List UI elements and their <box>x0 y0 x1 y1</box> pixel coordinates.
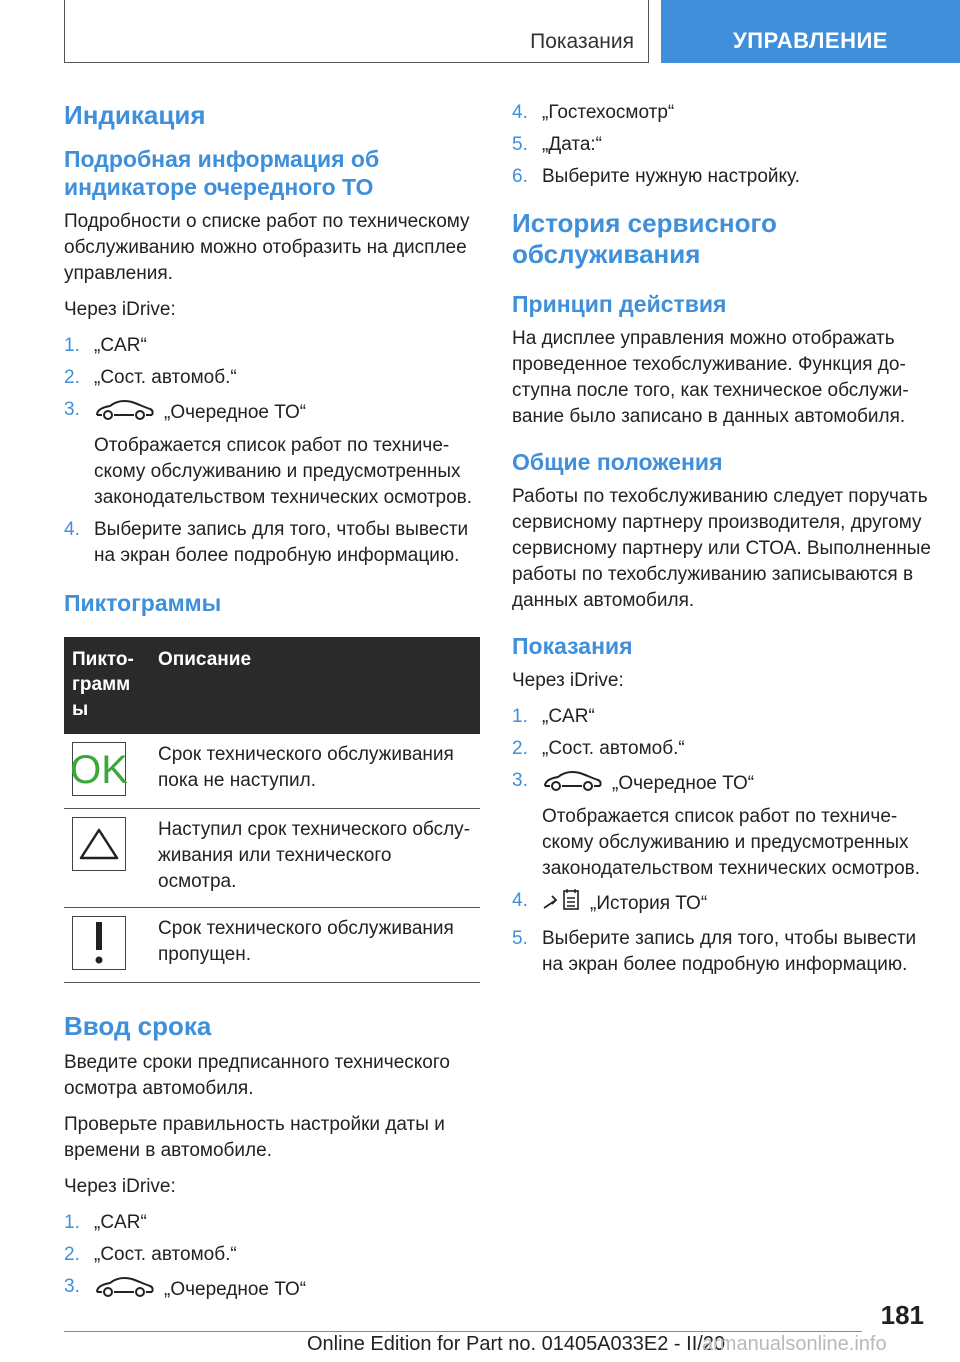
chapter-tab <box>661 0 960 63</box>
via-idrive-1: Через iDrive: <box>64 299 176 320</box>
list-item: 2. „Сост. автомоб.“ <box>64 1244 237 1265</box>
right-column <box>512 100 932 992</box>
paragraph-principle: На дисплее управления можно отображать проведенное техобслуживание. Функция доступна после того, как техническое обслуживание было записано в данных автомобиля. <box>512 328 909 427</box>
ok-icon <box>72 742 126 796</box>
table-row: OK Срок технического обслуживания пока не наступил. <box>64 734 480 809</box>
section-label: Показания <box>530 30 634 53</box>
list-item: 4. „Гостехосмотр“ <box>512 102 675 123</box>
heading-date: Ввод срока <box>64 1011 212 1041</box>
footer-edition: Online Edition for Part no. 01405A033E2 - II/20 <box>307 1333 726 1355</box>
footer-watermark: armanualsonline.info <box>702 1333 887 1355</box>
list-item: 2. „Сост. автомоб.“ <box>64 367 237 388</box>
heading-principle: Принцип действия <box>512 291 727 317</box>
heading-general: Общие положения <box>512 449 723 475</box>
table-row: Срок технического обслуживания пропущен. <box>64 908 480 983</box>
pictogram-table <box>64 637 480 983</box>
list-item: 5. Выберите запись для того, чтобы вывести на экран более подробную информацию. <box>512 928 917 975</box>
paragraph-general: Работы по техобслуживанию следует поручать сервисному партнеру производителя, другому сервисному партнеру или СТОА. Выполненные работы по техобслуживанию записываются в данных автомобиля. <box>512 486 932 611</box>
page-number: 181 <box>880 1300 924 1330</box>
table-header-pictogram: Пиктограмм ы <box>64 637 150 734</box>
steps-list-continued <box>512 100 932 190</box>
list-item: 3. „Очередное ТО“ <box>64 1274 484 1306</box>
car-icon <box>94 1274 156 1306</box>
via-idrive-3: Через iDrive: <box>512 670 624 691</box>
table-row: Наступил срок технического обслуживания или технического осмотра. <box>64 809 480 908</box>
heading-pictograms: Пиктограммы <box>64 590 222 616</box>
list-item: 6. Выберите нужную настройку. <box>512 166 800 187</box>
left-column <box>64 100 484 1320</box>
paragraph-date-2: Проверьте правильность настройки даты и времени в автомобиле. <box>64 1114 445 1161</box>
svg-text:OK: OK <box>70 748 128 792</box>
list-item: 1. „CAR“ <box>64 335 147 356</box>
via-idrive-2: Через iDrive: <box>64 1176 176 1197</box>
list-item: 2. „Сост. автомоб.“ <box>512 738 685 759</box>
list-item: 5. „Дата:“ <box>512 134 603 155</box>
warning-triangle-icon <box>72 817 126 871</box>
exclamation-icon <box>72 916 126 970</box>
steps-list-1 <box>64 333 484 569</box>
list-item: 4. „История ТО“ <box>512 888 932 920</box>
paragraph-date-1: Введите сроки предписанного технического осмотра автомобиля. <box>64 1052 450 1099</box>
service-history-icon <box>542 888 582 920</box>
footer-divider <box>64 1331 862 1332</box>
list-item: 3. „Очередное ТО“ Отображается список работ по техническому обслуживанию и предусмотренных законодательством технических осмотров. <box>512 770 921 879</box>
list-item: 1. „CAR“ <box>64 1212 147 1233</box>
steps-list-2 <box>64 1210 484 1306</box>
list-item: 1. „CAR“ <box>512 706 595 727</box>
heading-indication: Индикация <box>64 100 206 130</box>
heading-display: Показания <box>512 633 633 659</box>
heading-details: Подробная информация об индикаторе очередного ТО <box>64 146 380 200</box>
table-header-description: Описание <box>150 637 480 734</box>
heading-history: История сервисного обслуживания <box>512 208 777 269</box>
steps-list-3 <box>512 704 932 978</box>
list-item: 3. „Очередное ТО“ Отображается список работ по техническому обслуживанию и предусмотренных законодательством технических осмотров. <box>64 399 473 508</box>
header-left-box <box>64 0 649 63</box>
chapter-label: УПРАВЛЕНИЕ <box>733 27 888 53</box>
list-item: 4. Выберите запись для того, чтобы вывести на экран более подробную информацию. <box>64 519 469 566</box>
car-icon <box>94 397 156 429</box>
car-icon <box>542 768 604 800</box>
paragraph-details: Подробности о списке работ по техническому обслуживанию можно отобразить на дисплее управления. <box>64 211 470 284</box>
